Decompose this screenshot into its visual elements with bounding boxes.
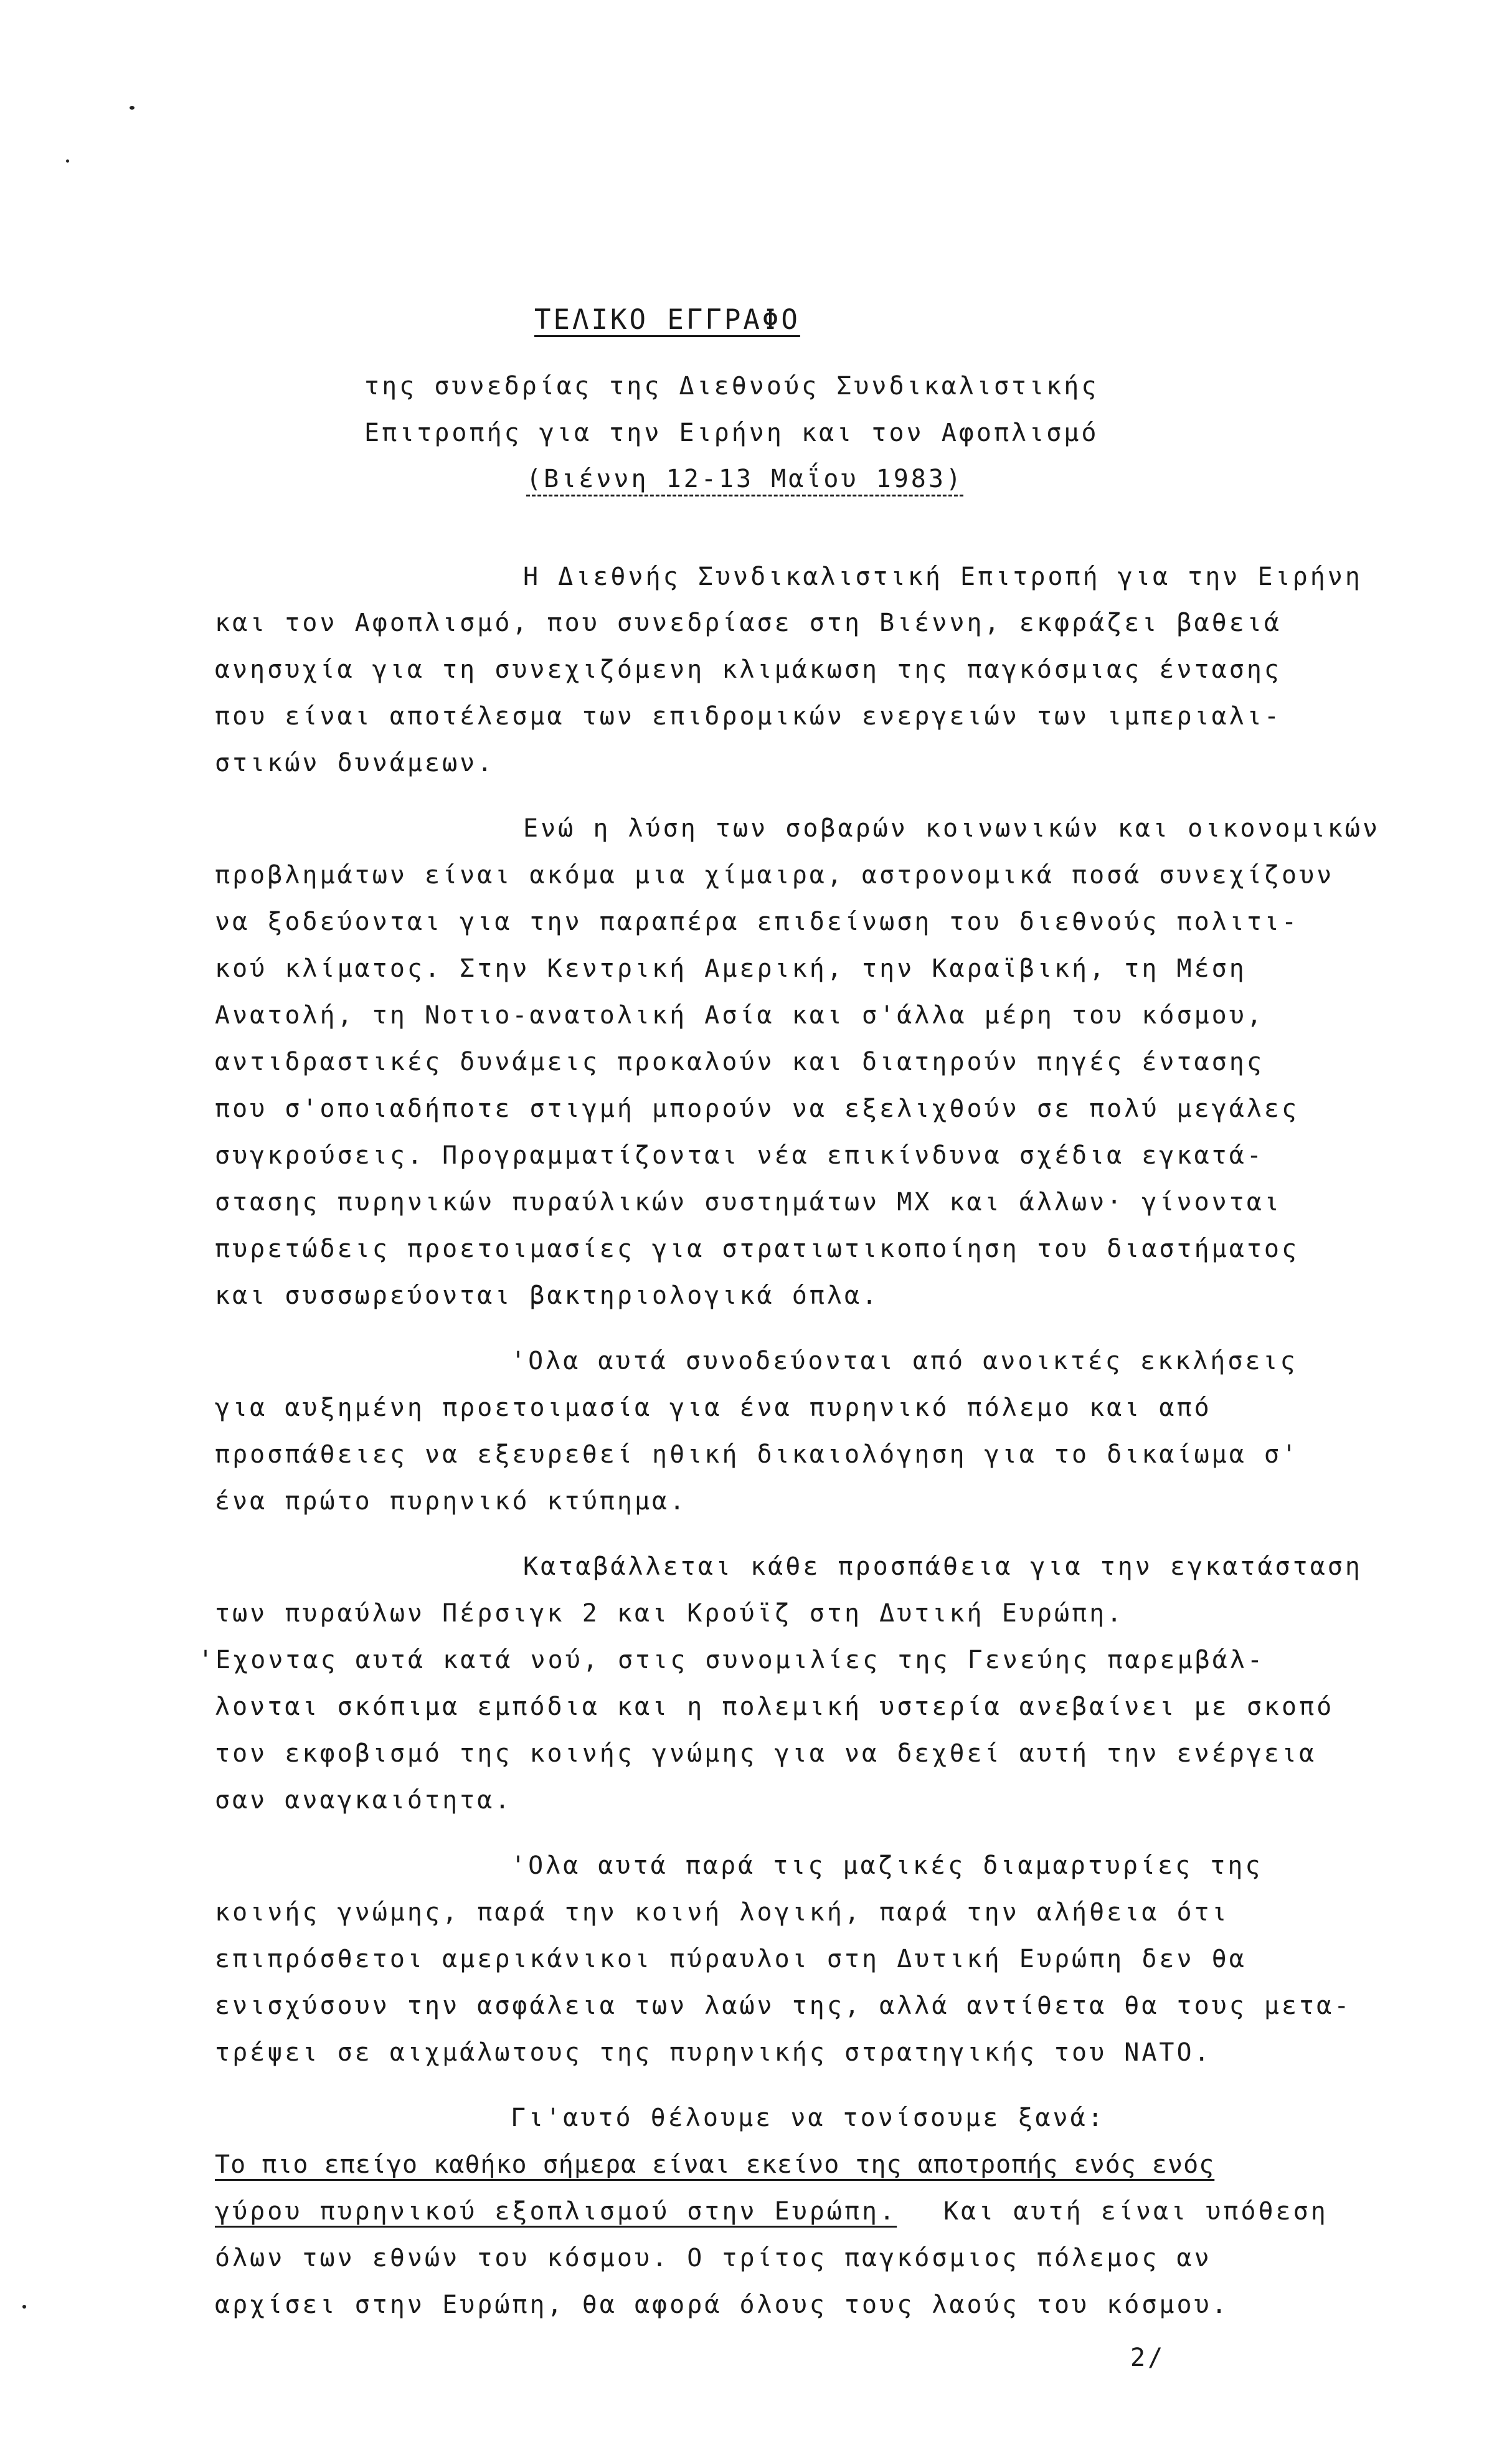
document-title: ΤΕΛΙΚΟ ΕΓΓΡΑΦΟ xyxy=(534,304,800,336)
body-line: ανησυχία για τη συνεχιζόμενη κλιμάκωση της παγκόσμιας έντασης xyxy=(215,655,1282,684)
page-marker: 2/ xyxy=(1130,2343,1166,2372)
body-line: λονται σκόπιμα εμπόδια και η πολεμική υστερία ανεβαίνει με σκοπό xyxy=(215,1692,1335,1721)
body-line: Γι'αυτό θέλουμε να τονίσουμε ξανά: xyxy=(511,2104,1105,2132)
body-line: στασης πυρηνικών πυραύλικών συστημάτων ΜΧ και άλλων· γίνονται xyxy=(215,1188,1282,1217)
body-line: Ενώ η λύση των σοβαρών κοινωνικών και οικονομικών xyxy=(523,814,1381,843)
body-line: συγκρούσεις. Προγραμματίζονται νέα επικίνδυνα σχέδια εγκατά- xyxy=(215,1141,1264,1170)
body-line: στικών δυνάμεων. xyxy=(215,749,495,777)
body-line: των πυραύλων Πέρσιγκ 2 και Κρούϊζ στη Δυτική Ευρώπη. xyxy=(215,1599,1125,1628)
emphasis-line: Το πιο επείγο καθήκο σήμερα είναι εκείνο της αποτροπής ενός ενός xyxy=(215,2150,1215,2179)
body-line: όλων των εθνών του κόσμου. Ο τρίτος παγκόσμιος πόλεμος αν xyxy=(215,2244,1212,2272)
body-line: 'Ολα αυτά παρά τις μαζικές διαμαρτυρίες της xyxy=(511,1851,1263,1880)
body-line: τρέψει σε αιχμάλωτους της πυρηνικής στρατηγικής του ΝΑΤΟ. xyxy=(215,2038,1212,2067)
scan-speck xyxy=(130,106,135,110)
scan-speck xyxy=(22,2305,26,2309)
body-line: αρχίσει στην Ευρώπη, θα αφορά όλους τους λαούς του κόσμου. xyxy=(215,2290,1229,2319)
body-line: κοινής γνώμης, παρά την κοινή λογική, παρά την αλήθεια ότι xyxy=(215,1898,1229,1927)
body-line: 'Εχοντας αυτά κατά νού, στις συνομιλίες της Γενεύης παρεμβάλ- xyxy=(198,1646,1265,1674)
body-line: αντιδραστικές δυνάμεις προκαλούν και διατηρούν πηγές έντασης xyxy=(215,1048,1264,1076)
body-line: σαν αναγκαιότητα. xyxy=(215,1786,513,1815)
body-line: ενισχύσουν την ασφάλεια των λαών της, αλλά αντίθετα θα τους μετα- xyxy=(215,1991,1352,2020)
scan-speck xyxy=(66,159,69,163)
body-line: τον εκφοβισμό της κοινής γνώμης για να δεχθεί αυτή την ενέργεια xyxy=(215,1739,1317,1768)
body-line: Και αυτή είναι υπόθεση xyxy=(943,2197,1328,2226)
body-line: ένα πρώτο πυρηνικό κτύπημα. xyxy=(215,1487,687,1516)
body-line: που είναι αποτέλεσμα των επιδρομικών ενεργειών των ιμπεριαλι- xyxy=(215,702,1282,731)
document-date: (Βιέννη 12-13 Μαΐου 1983) xyxy=(526,465,964,493)
body-line: Ανατολή, τη Νοτιο-ανατολική Ασία και σ'άλλα μέρη του κόσμου, xyxy=(215,1001,1264,1030)
document-subtitle: Επιτροπής για την Ειρήνη και τον Αφοπλισμό xyxy=(364,419,1099,447)
body-line: Η Διεθνής Συνδικαλιστική Επιτροπή για την Ειρήνη xyxy=(523,563,1363,591)
body-line: προβλημάτων είναι ακόμα μια χίμαιρα, αστρονομικά ποσά συνεχίζουν xyxy=(215,861,1335,890)
body-line: και συσσωρεύονται βακτηριολογικά όπλα. xyxy=(215,1281,880,1310)
body-line: 'Ολα αυτά συνοδεύονται από ανοικτές εκκλήσεις xyxy=(511,1347,1298,1375)
body-line: πυρετώδεις προετοιμασίες για στρατιωτικοποίηση του διαστήματος xyxy=(215,1235,1300,1263)
emphasis-line: γύρου πυρηνικού εξοπλισμού στην Ευρώπη. xyxy=(215,2197,897,2226)
body-line: επιπρόσθετοι αμερικάνικοι πύραυλοι στη Δυτική Ευρώπη δεν θα xyxy=(215,1945,1247,1973)
body-line: κού κλίματος. Στην Κεντρική Αμερική, την Καραϊβική, τη Μέση xyxy=(215,954,1247,983)
body-line: προσπάθειες να εξευρεθεί ηθική δικαιολόγηση για το δικαίωμα σ' xyxy=(215,1440,1300,1469)
body-line: Καταβάλλεται κάθε προσπάθεια για την εγκατάσταση xyxy=(523,1552,1363,1581)
body-line: να ξοδεύονται για την παραπέρα επιδείνωση του διεθνούς πολιτι- xyxy=(215,908,1300,936)
body-line: που σ'οποιαδήποτε στιγμή μπορούν να εξελιχθούν σε πολύ μεγάλες xyxy=(215,1094,1300,1123)
document-subtitle: της συνεδρίας της Διεθνούς Συνδικαλιστικής xyxy=(364,372,1099,401)
body-line: και τον Αφοπλισμό, που συνεδρίασε στη Βιέννη, εκφράζει βαθειά xyxy=(215,609,1282,637)
body-line: για αυξημένη προετοιμασία για ένα πυρηνικό πόλεμο και από xyxy=(215,1393,1212,1422)
